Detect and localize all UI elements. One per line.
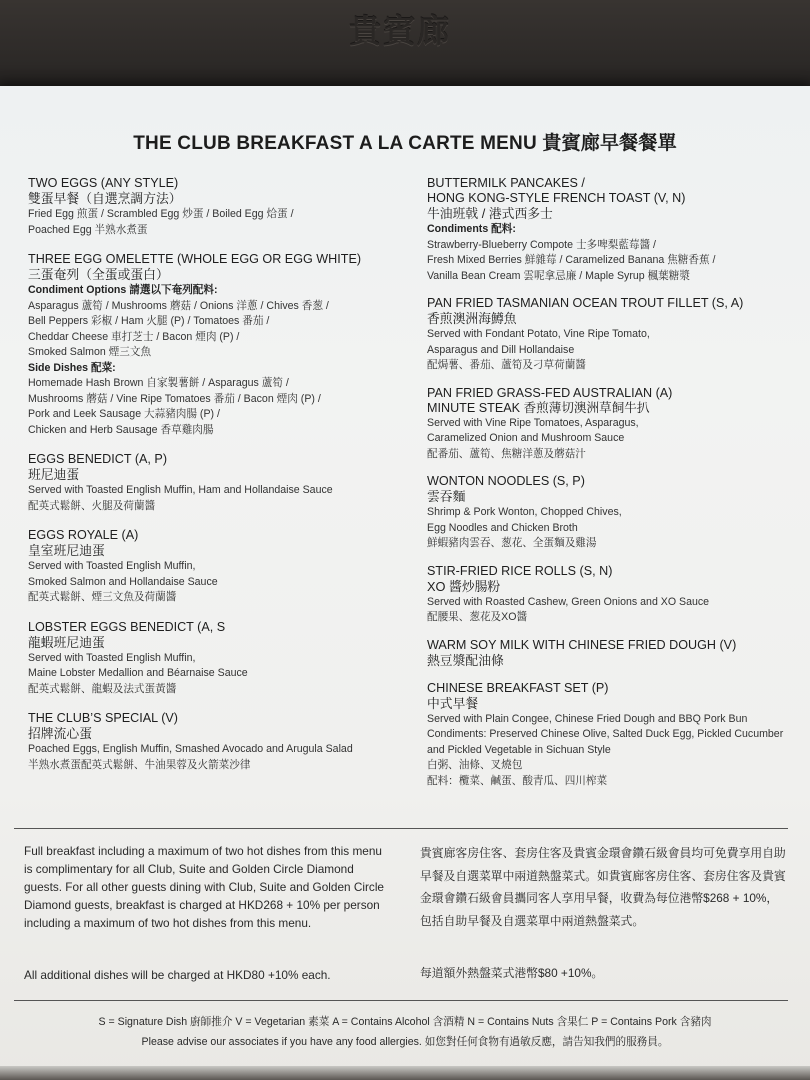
dish-description-line: Cheddar Cheese 車打芝士 / Bacon 煙肉 (P) / — [28, 330, 240, 343]
dish-description-line: Served with Toasted English Muffin, — [28, 651, 196, 664]
footer-chinese-additional: 每道額外熱盤菜式港幣$80 +10%。 — [420, 966, 604, 980]
footer-divider-bottom — [14, 1000, 788, 1001]
dish-chinese-name: 中式早餐 — [427, 695, 479, 711]
dish-name: PAN FRIED TASMANIAN OCEAN TROUT FILLET (S, A) — [427, 296, 744, 310]
dish-description-line: Mushrooms 蘑菇 / Vine Ripe Tomatoes 番茄 / Bacon 煙肉 (P) / — [28, 392, 321, 405]
dish-chinese-name: 熱豆漿配油條 — [427, 652, 504, 668]
menu-item — [28, 252, 408, 438]
dish-name: CHINESE BREAKFAST SET (P) — [427, 680, 609, 695]
dish-description-line: Served with Roasted Cashew, Green Onions and XO Sauce — [427, 595, 710, 608]
dish-name: EGGS ROYALE (A) — [28, 528, 139, 542]
dish-name: EGGS BENEDICT (A, P) — [28, 452, 168, 466]
dish-description-line: Strawberry-Blueberry Compote 士多啤梨藍莓醬 / — [427, 238, 656, 251]
dish-chinese-name: 招牌流心蛋 — [28, 726, 92, 741]
dish-chinese-name: 雲吞麵 — [427, 489, 466, 504]
dish-name: WONTON NOODLES (S, P) — [427, 474, 585, 488]
dish-name: STIR-FRIED RICE ROLLS (S, N) — [427, 563, 613, 578]
cover-emboss-logo: 貴賓廊 — [348, 12, 451, 50]
dish-name: WARM SOY MILK WITH CHINESE FRIED DOUGH (V) — [427, 637, 737, 652]
dish-description-line: Homemade Hash Brown 自家製薯餅 / Asparagus 蘆筍 / — [28, 377, 289, 389]
dish-name: TWO EGGS (ANY STYLE) — [28, 176, 179, 190]
dish-description-line: 半熟水煮蛋配英式鬆餅、牛油果蓉及火箭菜沙律 — [28, 758, 251, 771]
dish-description-line: 配英式鬆餅、煙三文魚及荷蘭醬 — [28, 591, 177, 603]
option-label: Condiments 配料: — [427, 223, 516, 235]
allergy-notice: Please advise our associates if you have any food allergies. 如您對任何食物有過敏反應，請告知我們的服務員。 — [141, 1036, 669, 1048]
left-column — [28, 176, 408, 773]
dish-chinese-name: 皇室班尼迪蛋 — [28, 543, 105, 558]
dish-name: BUTTERMILK PANCAKES / — [427, 176, 585, 190]
dish-chinese-name: 三蛋奄列（全蛋或蛋白） — [28, 267, 169, 282]
dish-description-line: Served with Fondant Potato, Vine Ripe Tomato, — [427, 328, 650, 340]
dish-description-line: Asparagus 蘆筍 / Mushrooms 蘑菇 / Onions 洋蔥 / Chives 香葱 / — [28, 299, 329, 312]
menu-item — [28, 452, 408, 514]
option-label: Side Dishes 配菜: — [28, 361, 116, 374]
dish-description-line: Served with Vine Ripe Tomatoes, Asparagus, — [427, 416, 639, 429]
menu-item — [28, 528, 408, 606]
dish-chinese-name: XO 醬炒腸粉 — [427, 578, 501, 594]
dish-description-line: Asparagus and Dill Hollandaise — [427, 343, 575, 356]
menu-item — [28, 620, 408, 698]
footer-divider-top — [14, 828, 788, 829]
dish-description-line: and Pickled Vegetable in Sichuan Style — [427, 743, 611, 756]
menu-item — [427, 474, 802, 552]
dish-description-line: Poached Egg 半熟水煮蛋 — [28, 223, 148, 236]
dish-chinese-name: 香煎澳洲海鱒魚 — [427, 311, 517, 326]
dish-description-line: Served with Plain Congee, Chinese Fried Dough and BBQ Pork Bun — [427, 712, 748, 725]
dish-description-line: Maine Lobster Medallion and Béarnaise Sauce — [28, 667, 248, 679]
dish-description-line: Egg Noodles and Chicken Broth — [427, 521, 578, 534]
dish-description-line: Caramelized Onion and Mushroom Sauce — [427, 432, 625, 444]
menu-cover — [0, 0, 810, 92]
dish-description-line: Served with Toasted English Muffin, Ham and Hollandaise Sauce — [28, 484, 333, 496]
dish-description-line: Shrimp & Pork Wonton, Chopped Chives, — [427, 506, 622, 518]
menu-title: THE CLUB BREAKFAST A LA CARTE MENU 貴賓廊早餐餐單 — [133, 133, 677, 154]
dish-name: PAN FRIED GRASS-FED AUSTRALIAN (A) — [427, 385, 673, 400]
dish-chinese-name: 雙蛋早餐（自選烹調方法） — [28, 191, 182, 206]
menu-item — [427, 296, 802, 374]
dish-name-continued: HONG KONG-STYLE FRENCH TOAST (V, N) — [427, 191, 686, 205]
menu-item — [427, 681, 802, 790]
dish-description-line: Pork and Leek Sausage 大蒜豬肉腸 (P) / — [28, 408, 220, 420]
dish-description-line: 配英式鬆餅、火腿及荷蘭醬 — [28, 499, 156, 512]
dish-description-line: 白粥、油條、叉燒包 — [427, 759, 523, 771]
dish-description-line: 配料：欖菜、鹹蛋、酸青瓜、四川榨菜 — [427, 774, 608, 787]
right-column — [427, 176, 802, 789]
dish-name: THREE EGG OMELETTE (WHOLE EGG OR EGG WHITE) — [28, 252, 362, 266]
dish-chinese-name: 班尼迪蛋 — [28, 467, 80, 482]
dish-description-line: Fried Egg 煎蛋 / Scrambled Egg 炒蛋 / Boiled Egg 烚蛋 / — [28, 208, 294, 220]
cover-bottom-edge — [0, 1066, 810, 1080]
menu-item — [427, 564, 802, 626]
dish-description-line: 配番茄、蘆筍、焦糖洋蔥及蘑菇汁 — [427, 447, 586, 460]
dish-description-line: Vanilla Bean Cream 雲呢拿忌廉 / Maple Syrup 楓葉糖漿 — [427, 269, 690, 282]
dish-chinese-name: 龍蝦班尼迪蛋 — [28, 634, 105, 650]
menu-item — [28, 176, 408, 238]
menu-item — [427, 638, 802, 669]
footer-english-additional: All additional dishes will be charged at HKD80 +10% each. — [24, 968, 331, 982]
menu-item — [28, 711, 408, 773]
dish-description-line: 配腰果、葱花及XO醬 — [427, 611, 528, 623]
dish-name: LOBSTER EGGS BENEDICT (A, S — [28, 619, 226, 634]
footer-chinese-terms: 貴賓廊客房住客、套房住客及貴賓金環會鑽石級會員均可免費享用自助早餐及自選菜單中兩道熱盤菜式。如貴賓廊客房住客、套房住客及貴賓金環會鑽石級會員攜同客人享用早餐，收費為每位港幣$268 + 10%，包括自助早餐及自選菜單中兩道熱盤菜式。 — [420, 846, 786, 928]
dish-name: THE CLUB’S SPECIAL (V) — [28, 711, 178, 725]
dish-description-line: Poached Eggs, English Muffin, Smashed Avocado and Arugula Salad — [28, 743, 353, 755]
dish-description-line: 配英式鬆餅、龍蝦及法式蛋黃醬 — [28, 682, 177, 695]
footer-english-terms: Full breakfast including a maximum of two hot dishes from this menu is complimentary for all Club, Suite and Golden Circle Diamond guests. For all other guests dining with Club, Suite and Golden Circle Diamond guests, breakfast is charged at HKD268 + 10% per person including a maximum of two hot dishes from this menu. — [24, 844, 384, 930]
dish-name-continued: MINUTE STEAK 香煎薄切澳洲草飼牛扒 — [427, 400, 650, 415]
dish-description-line: 配焗薯、番茄、蘆筍及刁草荷蘭醬 — [427, 359, 586, 371]
dish-chinese-name: 牛油班戟 / 港式西多士 — [427, 206, 553, 221]
dish-description-line: Smoked Salmon and Hollandaise Sauce — [28, 575, 218, 588]
dish-description-line: Fresh Mixed Berries 鮮雜莓 / Caramelized Banana 焦糖香蕉 / — [427, 254, 716, 266]
menu-item — [427, 176, 802, 284]
menu-item — [427, 386, 802, 463]
dish-description-line: Served with Toasted English Muffin, — [28, 560, 196, 572]
dish-description-line: Condiments: Preserved Chinese Olive, Salted Duck Egg, Pickled Cucumber — [427, 728, 784, 740]
dish-description-line: Smoked Salmon 煙三文魚 — [28, 346, 152, 358]
dietary-legend: S = Signature Dish 廚師推介 V = Vegetarian 素菜 A = Contains Alcohol 含酒精 N = Contains Nuts 含果仁 P = Contains Pork 含豬肉 — [98, 1016, 712, 1028]
dish-description-line: Bell Peppers 彩椒 / Ham 火腿 (P) / Tomatoes 番茄 / — [28, 315, 270, 327]
option-label: Condiment Options 請選以下奄列配料: — [28, 284, 218, 296]
dish-description-line: Chicken and Herb Sausage 香草雞肉腸 — [28, 423, 214, 436]
dish-description-line: 鮮蝦豬肉雲吞、葱花、全蛋麵及雞湯 — [427, 537, 597, 549]
